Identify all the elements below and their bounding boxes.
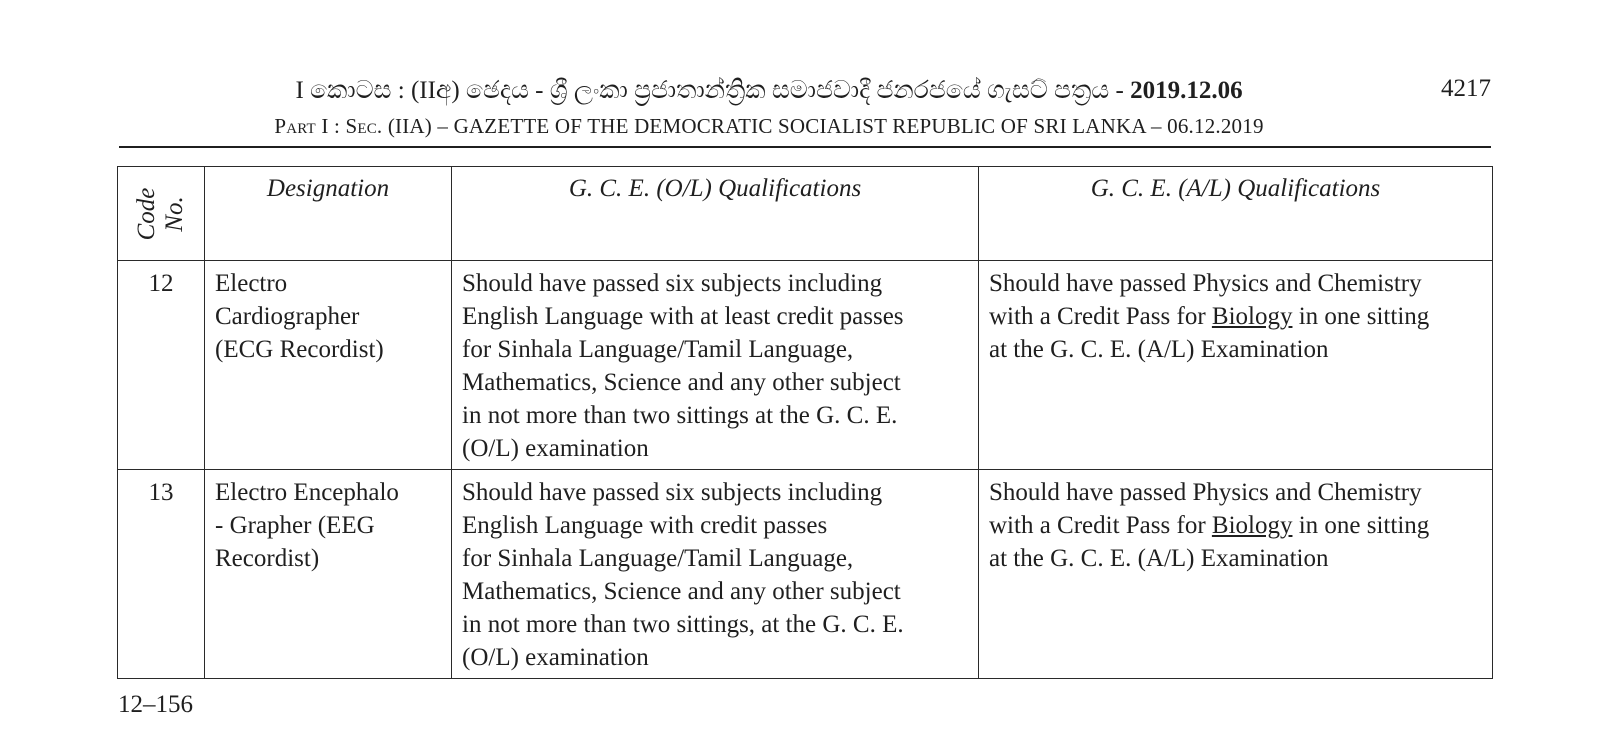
code-header-line1: Code [133, 187, 160, 240]
ol-line: for Sinhala Language/Tamil Language, [462, 336, 854, 363]
ol-line: (O/L) examination [462, 435, 649, 462]
ol-line: for Sinhala Language/Tamil Language, [462, 545, 854, 572]
designation-header: Designation [205, 167, 452, 261]
ol-line: in not more than two sittings at the G. C. E. [462, 402, 898, 429]
al-line [989, 300, 1482, 333]
sinhala-title: I කොටස : (IIඅ) ඡෙදය - ශ්‍රී ලංකා ප්‍රජාතාන්ත්‍රික සමාජවාදී ජනරජයේ ගැසට් පත්‍රය - [295, 77, 1124, 104]
al-line-text: in one sitting [1292, 512, 1430, 539]
designation-cell [205, 261, 452, 470]
code-cell: 13 [118, 470, 205, 679]
al-qualifications-header: G. C. E. (A/L) Qualifications [979, 167, 1493, 261]
al-line: Should have passed Physics and Chemistry [989, 479, 1422, 506]
code-cell: 12 [118, 261, 205, 470]
biology-underlined: Biology [1211, 512, 1293, 539]
code-header-line2: No. [161, 195, 188, 232]
designation-line: Cardiographer [215, 303, 360, 330]
al-line: at the G. C. E. (A/L) Examination [989, 336, 1329, 363]
ol-line: Should have passed six subjects including [462, 479, 883, 506]
english-header-line [119, 113, 1419, 139]
al-line [989, 509, 1482, 542]
footer-reference: 12–156 [118, 691, 193, 718]
ol-line: in not more than two sittings, at the G. C. E. [462, 611, 904, 638]
ol-line: Mathematics, Science and any other subject [462, 369, 901, 396]
ol-line: Mathematics, Science and any other subject [462, 578, 901, 605]
biology-underlined: Biology [1211, 303, 1293, 330]
al-line: Should have passed Physics and Chemistry [989, 270, 1422, 297]
ol-line: English Language with at least credit passes [462, 303, 904, 330]
code-no-header [118, 167, 205, 261]
header-divider [119, 146, 1491, 148]
english-part-label: Part I : Sec. [274, 114, 383, 138]
al-line-text: in one sitting [1292, 303, 1430, 330]
designation-cell [205, 470, 452, 679]
al-line-text: with a Credit Pass for [989, 303, 1212, 330]
designation-line: Electro Encephalo [215, 479, 399, 506]
code-no-header-label [133, 187, 189, 240]
table-header-row [118, 167, 1493, 261]
qualifications-table-container [117, 166, 1492, 679]
page-number: 4217 [1441, 75, 1491, 102]
sinhala-header-date: 2019.12.06 [1130, 77, 1243, 104]
ol-line: Should have passed six subjects including [462, 270, 883, 297]
designation-line: Electro [215, 270, 288, 297]
table-row [118, 470, 1493, 679]
designation-line: - Grapher (EEG [215, 512, 375, 539]
qualifications-table [117, 166, 1493, 679]
designation-line: (ECG Recordist) [215, 336, 384, 363]
designation-line: Recordist) [215, 545, 320, 572]
al-qualifications-cell [979, 261, 1493, 470]
ol-qualifications-cell [452, 261, 979, 470]
ol-qualifications-header: G. C. E. (O/L) Qualifications [452, 167, 979, 261]
al-line: at the G. C. E. (A/L) Examination [989, 545, 1329, 572]
sinhala-header-line [119, 76, 1419, 106]
al-line-text: with a Credit Pass for [989, 512, 1212, 539]
al-qualifications-cell [979, 470, 1493, 679]
ol-line: (O/L) examination [462, 644, 649, 671]
english-title: (IIA) – GAZETTE OF THE DEMOCRATIC SOCIALIST REPUBLIC OF SRI LANKA – 06.12.2019 [387, 114, 1264, 138]
gazette-header [119, 70, 1491, 150]
table-row [118, 261, 1493, 470]
ol-line: English Language with credit passes [462, 512, 828, 539]
ol-qualifications-cell [452, 470, 979, 679]
